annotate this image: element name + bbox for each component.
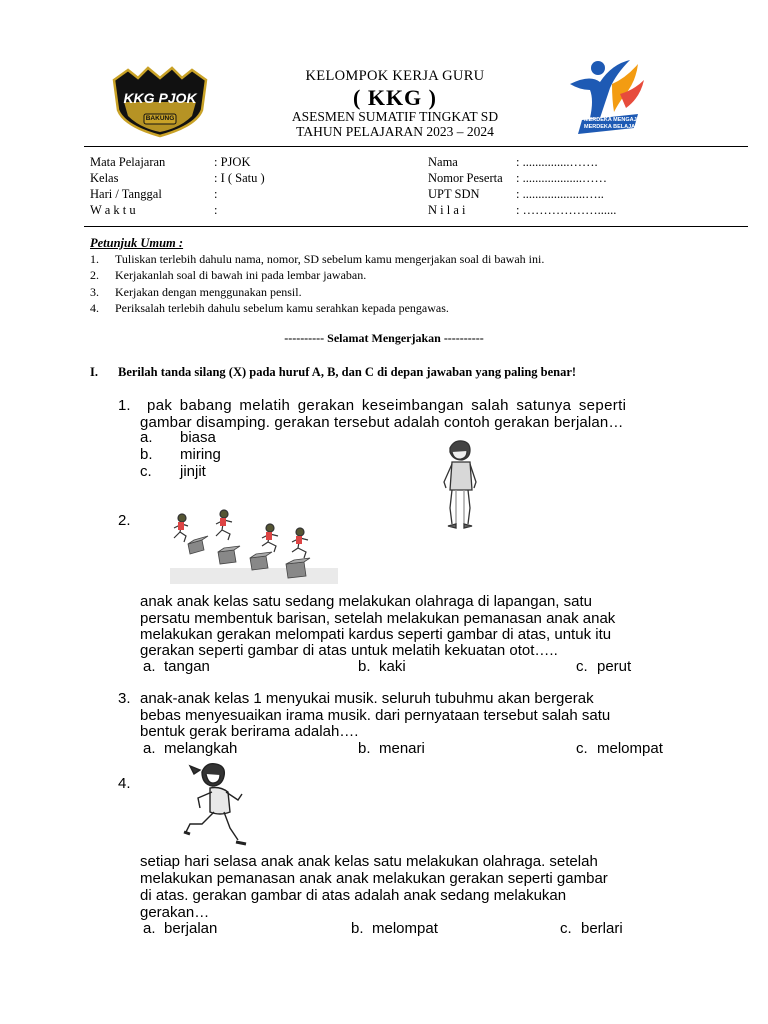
header-line-4: TAHUN PELAJARAN 2023 – 2024: [296, 124, 494, 139]
logo-subtitle: BAKUNG: [145, 115, 175, 122]
info-row: [90, 203, 390, 219]
kkg-pjok-logo: [110, 66, 210, 138]
question-line: anak-anak kelas 1 menyukai musik. seluruh tubuhmu akan bergerak: [140, 690, 594, 707]
option-text[interactable]: kaki: [379, 658, 406, 675]
option-text[interactable]: biasa: [180, 429, 216, 446]
info-value: : I ( Satu ): [214, 171, 265, 185]
option-letter[interactable]: c.: [560, 920, 572, 937]
info-label: Hari / Tanggal: [90, 187, 162, 201]
option-text[interactable]: melompat: [597, 740, 663, 757]
option-text[interactable]: tangan: [164, 658, 210, 675]
info-row: [90, 155, 390, 171]
question-number: 2.: [118, 512, 131, 529]
petunjuk-item: [90, 301, 710, 317]
info-row: [428, 187, 688, 203]
selamat-mengerjakan: ---------- Selamat Mengerjakan ----------: [284, 331, 484, 345]
logo-tagline-1: MERDEKA MENGAJAR: [584, 117, 645, 123]
info-value: : ...............…….: [516, 155, 598, 169]
question-line: gambar disamping. gerakan tersebut adalah contoh gerakan berjalan…: [140, 414, 624, 431]
info-label: Nama: [428, 155, 458, 169]
option-text[interactable]: berjalan: [164, 920, 218, 937]
petunjuk-item: [90, 285, 710, 301]
option-letter[interactable]: b.: [358, 740, 371, 757]
petunjuk-number: 1.: [90, 252, 99, 266]
question-line: melakukan gerakan melompati kardus seperti gambar di atas, untuk itu: [140, 626, 612, 643]
option-letter[interactable]: c.: [576, 658, 588, 675]
question-line: melakukan pemanasan anak anak melakukan gerakan seperti gambar: [140, 870, 608, 887]
question-number: 4.: [118, 775, 131, 792]
petunjuk-list: [90, 252, 710, 318]
option-text[interactable]: melompat: [372, 920, 438, 937]
question-line: bebas menyesuaikan irama musik. dari pernyataan tersebut salah satu: [140, 707, 611, 724]
option-letter[interactable]: b.: [358, 658, 371, 675]
option-text[interactable]: melangkah: [164, 740, 238, 757]
question-number: 3.: [118, 690, 131, 707]
petunjuk-number: 3.: [90, 285, 99, 299]
info-right: [428, 155, 688, 221]
jumping-boxes-illustration: [170, 506, 338, 584]
question-line: setiap hari selasa anak anak kelas satu melakukan olahraga. setelah: [140, 853, 598, 870]
header-line-1: KELOMPOK KERJA GURU: [305, 68, 485, 84]
info-row: [90, 187, 390, 203]
header-line-3: ASESMEN SUMATIF TINGKAT SD: [291, 109, 499, 124]
question-line: pak babang melatih gerakan keseimbangan salah satunya seperti: [147, 397, 627, 414]
question-line: persatu membentuk barisan, setelah melakukan pemanasan anak anak: [140, 610, 616, 627]
section-instruction: [0, 365, 768, 381]
option-text[interactable]: miring: [180, 446, 221, 463]
info-value: : ....................…..: [516, 187, 604, 201]
option-text[interactable]: menari: [379, 740, 425, 757]
petunjuk-number: 4.: [90, 301, 99, 315]
header-line-2: ( KKG ): [353, 85, 437, 110]
option-letter[interactable]: a.: [143, 740, 156, 757]
info-value: :: [214, 187, 218, 201]
petunjuk-number: 2.: [90, 268, 99, 282]
info-row: [90, 171, 390, 187]
divider-info: [84, 226, 748, 227]
option-letter[interactable]: a.: [140, 429, 153, 446]
divider-top: [84, 146, 748, 147]
option-letter[interactable]: a.: [143, 920, 156, 937]
section-number: I.: [90, 365, 98, 379]
running-child-illustration: [180, 760, 256, 852]
option-text[interactable]: berlari: [581, 920, 623, 937]
petunjuk-title: Petunjuk Umum :: [90, 236, 184, 250]
option-text[interactable]: jinjit: [180, 463, 206, 480]
question-line: gerakan seperti gambar di atas untuk melatih kekuatan otot…..: [140, 642, 558, 659]
info-label: UPT SDN: [428, 187, 480, 201]
question-line: di atas. gerakan gambar di atas adalah anak sedang melakukan: [140, 887, 567, 904]
petunjuk-item: [90, 252, 710, 268]
info-label: Kelas: [90, 171, 119, 185]
option-text[interactable]: perut: [597, 658, 632, 675]
option-letter[interactable]: c.: [576, 740, 588, 757]
info-row: [428, 155, 688, 171]
info-value: : PJOK: [214, 155, 251, 169]
question-line: bentuk gerak berirama adalah….: [140, 723, 359, 740]
info-left: [90, 155, 390, 221]
question-line: anak anak kelas satu sedang melakukan olahraga di lapangan, satu: [140, 593, 592, 610]
petunjuk-text: Kerjakanlah soal di bawah ini pada lembar jawaban.: [115, 268, 367, 282]
logo-tagline-2: MERDEKA BELAJAR: [584, 124, 640, 130]
logo-title: KKG PJOK: [123, 90, 197, 106]
info-label: W a k t u: [90, 203, 136, 217]
info-label: Nomor Peserta: [428, 171, 503, 185]
question-number: 1.: [118, 397, 131, 414]
info-label: N i l a i: [428, 203, 466, 217]
question-line: gerakan…: [140, 904, 210, 921]
info-label: Mata Pelajaran: [90, 155, 166, 169]
info-row: [428, 203, 688, 219]
petunjuk-text: Tuliskan terlebih dahulu nama, nomor, SD sebelum kamu mengerjakan soal di bawah ini.: [115, 252, 545, 266]
info-value: : ...................……: [516, 171, 607, 185]
petunjuk-text: Periksalah terlebih dahulu sebelum kamu serahkan kepada pengawas.: [115, 301, 449, 315]
option-letter[interactable]: c.: [140, 463, 152, 480]
info-value: : ………………......: [516, 203, 617, 217]
balance-walking-illustration: [430, 438, 490, 530]
section-text: Berilah tanda silang (X) pada huruf A, B, dan C di depan jawaban yang paling benar!: [118, 365, 577, 379]
petunjuk-text: Kerjakan dengan menggunakan pensil.: [115, 285, 302, 299]
info-value: :: [214, 203, 218, 217]
petunjuk-item: [90, 268, 710, 284]
option-letter[interactable]: b.: [351, 920, 364, 937]
option-letter[interactable]: b.: [140, 446, 153, 463]
info-row: [428, 171, 688, 187]
option-letter[interactable]: a.: [143, 658, 156, 675]
